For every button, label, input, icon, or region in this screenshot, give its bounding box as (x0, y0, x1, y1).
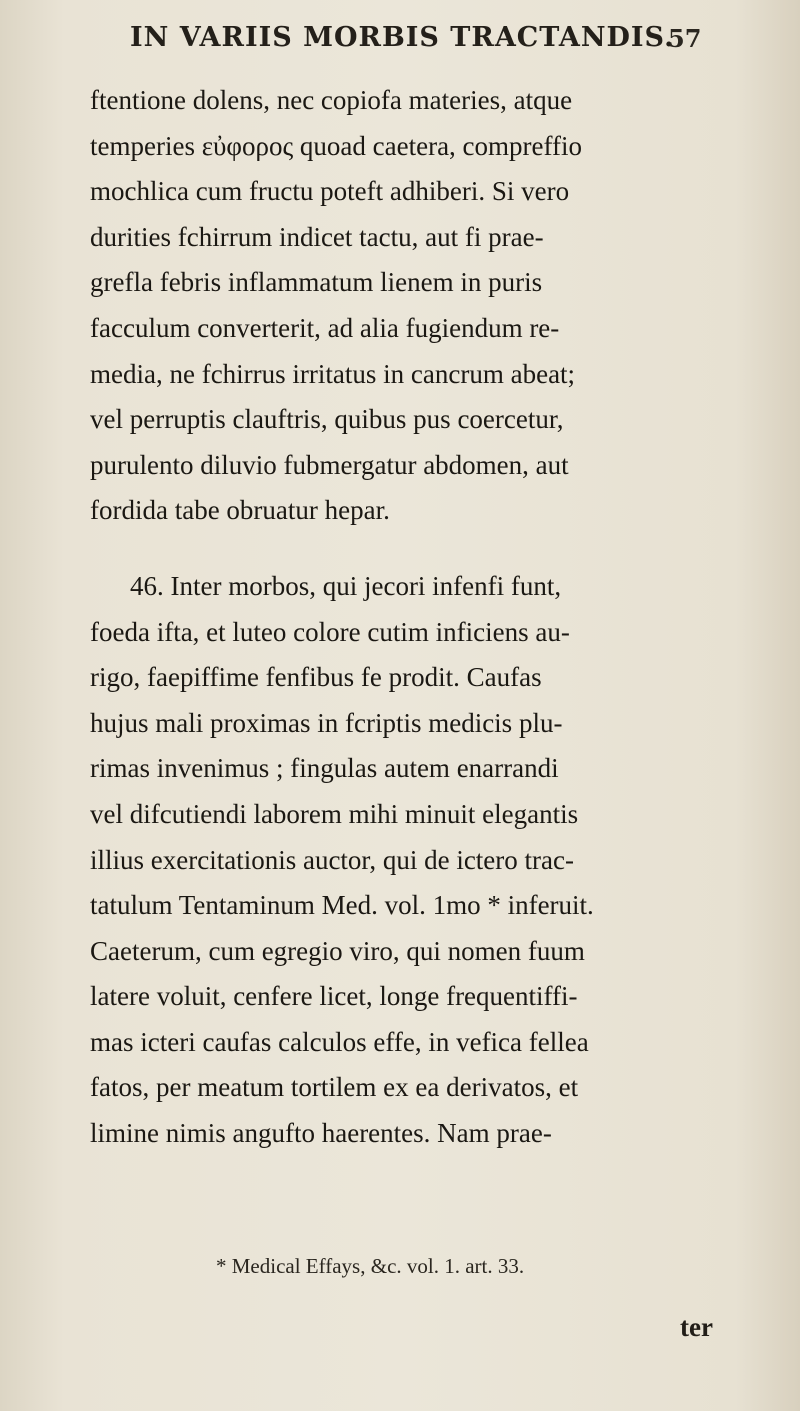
text-line: durities fchirrum indicet tactu, aut fi prae- (90, 221, 544, 252)
paragraph-1 (90, 78, 710, 534)
text-line: latere voluit, cenfere licet, longe frequentiffi- (90, 981, 578, 1012)
text-line: grefla febris inflammatum lienem in puris (90, 267, 543, 298)
text-line: illius exercitationis auctor, qui de ictero trac- (90, 844, 574, 875)
body-text (90, 78, 710, 1157)
paragraph-gap (90, 534, 710, 564)
text-line: rigo, faepiffime fenfibus fe prodit. Caufas (90, 662, 542, 693)
text-line: fatos, per meatum tortilem ex ea derivatos, et (90, 1072, 579, 1103)
text-line: tatulum Tentaminum Med. vol. 1mo * inferuit. (90, 890, 594, 921)
text-line: hujus mali proximas in fcriptis medicis plu- (90, 707, 563, 738)
text-line: facculum converterit, ad alia fugiendum re- (90, 312, 560, 343)
paragraph-2 (90, 564, 710, 1157)
text-line: rimas invenimus ; fingulas autem enarrandi (90, 753, 559, 784)
text-line: ftentione dolens, nec copiofa materies, atque (90, 85, 573, 115)
text-line: mas icteri caufas calculos effe, in vefica fellea (90, 1026, 589, 1057)
catchword: ter (680, 1312, 713, 1342)
footnote: * Medical Effays, &c. vol. 1. art. 33. (216, 1254, 525, 1278)
text-line: temperies εὐφορος quoad caetera, compreffio (90, 130, 583, 161)
running-title: IN VARIIS MORBIS TRACTANDIS. (130, 22, 675, 53)
text-line: vel difcutiendi laborem mihi minuit elegantis (90, 798, 579, 829)
text-line: vel perruptis clauftris, quibus pus coercetur, (90, 404, 564, 435)
text-line: purulento diluvio fubmergatur abdomen, aut (90, 449, 569, 480)
text-line: foeda ifta, et luteo colore cutim inficiens au- (90, 616, 570, 647)
text-line: mochlica cum fructu poteft adhiberi. Si vero (90, 176, 570, 207)
text-line: limine nimis angufto haerentes. Nam prae- (90, 1118, 552, 1149)
page-number: 57 (668, 24, 702, 53)
text-line: Caeterum, cum egregio viro, qui nomen fuum (90, 935, 585, 966)
text-line: 46. Inter morbos, qui jecori infenfi funt, (130, 570, 562, 601)
text-line: fordida tabe obruatur hepar. (90, 495, 390, 526)
text-line: media, ne fchirrus irritatus in cancrum abeat; (90, 358, 576, 389)
